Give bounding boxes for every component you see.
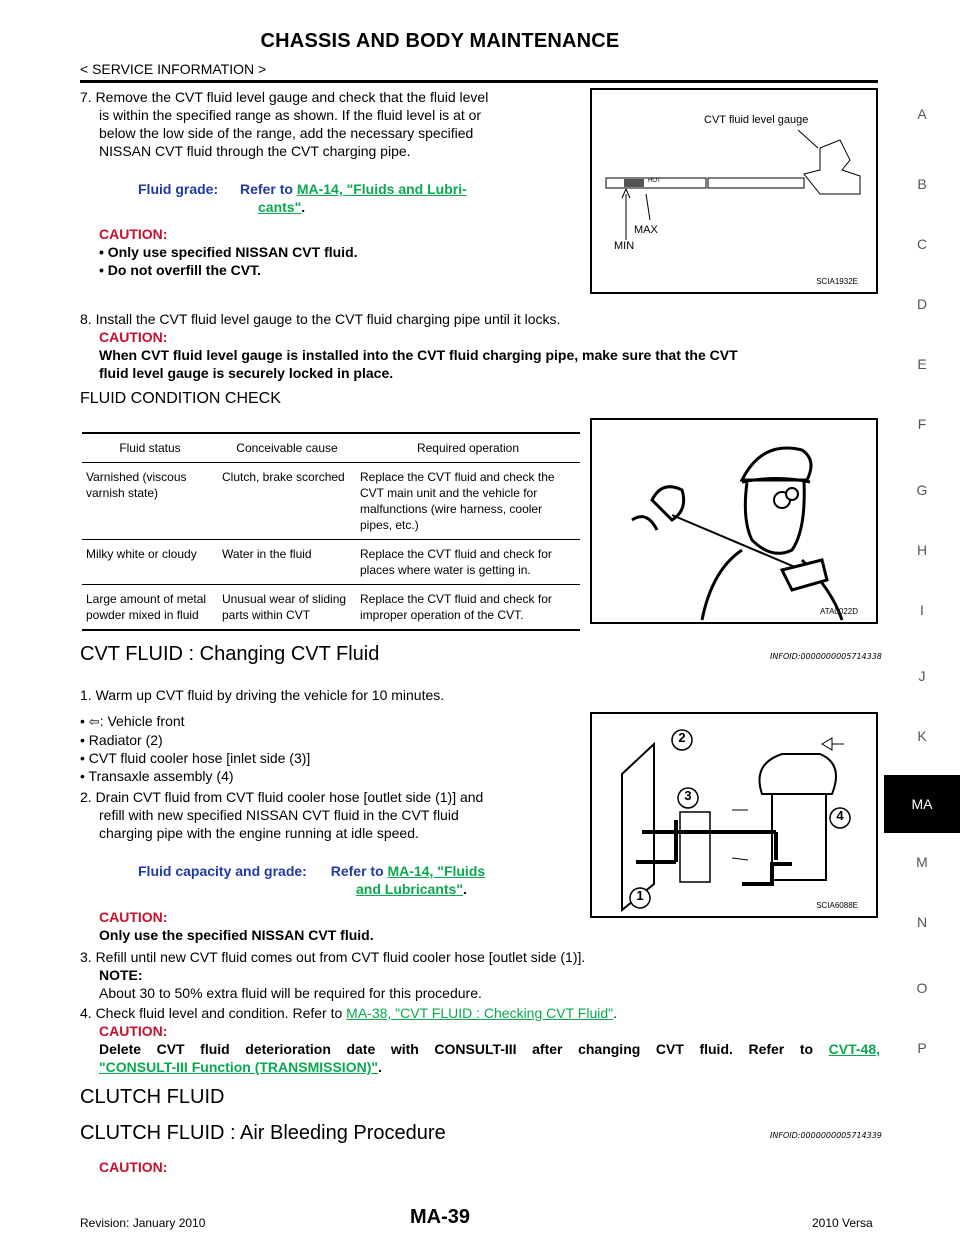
step-4-text: 4. Check fluid level and condition. Refer to: [80, 1005, 343, 1021]
fluid-condition-table: [82, 432, 580, 631]
page-number: MA-39: [409, 1206, 470, 1228]
figure-id: ATA0022D: [820, 607, 858, 616]
step-8-text: 8. Install the CVT fluid level gauge to the CVT fluid charging pipe until it locks.: [80, 311, 561, 327]
step-7-line: 7. Remove the CVT fluid level gauge and check that the fluid level: [80, 89, 489, 105]
index-letter-o[interactable]: O: [916, 980, 928, 996]
index-letter-d[interactable]: D: [916, 296, 928, 312]
caution-text: fluid level gauge is securely locked in place.: [99, 365, 394, 381]
index-letter-c[interactable]: C: [916, 236, 928, 252]
fluid-condition-heading: FLUID CONDITION CHECK: [80, 390, 281, 407]
index-letter-e[interactable]: E: [917, 356, 927, 372]
caution-text: When CVT fluid level gauge is installed into the CVT fluid charging pipe, make sure that the CVT: [99, 347, 738, 363]
step-4-period: .: [613, 1005, 617, 1021]
caution-label: CAUTION:: [99, 329, 168, 345]
figure-id: SCIA1932E: [816, 277, 858, 286]
legend-item: • ⇦: Vehicle front: [80, 713, 185, 729]
hot-label: HOT: [648, 178, 661, 184]
cause-cell: Clutch, brake scorched: [218, 463, 356, 540]
caution-label: CAUTION:: [99, 1159, 168, 1175]
max-label: MAX: [634, 224, 658, 236]
fluid-grade-label: Fluid grade:: [138, 181, 219, 197]
figure-technician-inspecting: [590, 418, 878, 624]
fluid-capacity-link-cont[interactable]: and Lubricants": [356, 881, 463, 897]
step-2-line: 2. Drain CVT fluid from CVT fluid cooler hose [outlet side (1)] and: [80, 789, 484, 805]
callout-number: 4: [836, 808, 844, 823]
step-2-line: charging pipe with the engine running at idle speed.: [99, 825, 419, 841]
caution-text: Only use the specified NISSAN CVT fluid.: [99, 927, 374, 943]
index-letter-k[interactable]: K: [917, 728, 927, 744]
fluid-capacity-period: .: [462, 881, 467, 897]
checking-cvt-fluid-link[interactable]: MA-38, "CVT FLUID : Checking CVT Fluid": [346, 1005, 614, 1021]
fluid-capacity-row: [138, 862, 578, 898]
step-3-text: 3. Refill until new CVT fluid comes out from CVT fluid cooler hose [outlet side (1)].: [80, 949, 586, 965]
cause-cell: Water in the fluid: [218, 540, 356, 585]
fluid-grade-refer: Refer to: [240, 181, 293, 197]
index-letter-p[interactable]: P: [917, 1040, 927, 1056]
index-letter-g[interactable]: G: [916, 482, 928, 498]
index-letter-b[interactable]: B: [917, 176, 927, 192]
index-tab-ma-active[interactable]: MA: [884, 775, 960, 833]
figure-cvt-fluid-cooler: [590, 712, 878, 918]
caution-text: Delete CVT fluid deterioration date with CONSULT-III after changing CVT fluid. Refer to: [99, 1041, 814, 1057]
index-letter-n[interactable]: N: [916, 914, 928, 930]
status-cell: Varnished (viscous varnish state): [82, 463, 218, 540]
step-7-line: below the low side of the range, add the necessary specified: [99, 125, 474, 141]
caution-period: .: [378, 1059, 382, 1075]
info-id: INFOID:0000000005714339: [770, 1131, 882, 1140]
footer-revision: Revision: January 2010: [80, 1216, 206, 1230]
gauge-label: CVT fluid level gauge: [704, 114, 809, 126]
arrow-left-icon: ⇦: [88, 714, 100, 729]
table-row: [82, 585, 580, 630]
page-title: CHASSIS AND BODY MAINTENANCE: [260, 30, 620, 52]
index-letter-a[interactable]: A: [917, 106, 927, 122]
technician-illustration: [592, 420, 876, 622]
step-4: [80, 1004, 880, 1076]
step-1: 1. Warm up CVT fluid by driving the vehicle for 10 minutes.: [80, 687, 445, 703]
step-7-line: is within the specified range as shown. If the fluid level is at or: [99, 107, 482, 123]
status-cell: Milky white or cloudy: [82, 540, 218, 585]
cvt-48-link[interactable]: CVT-48,: [828, 1041, 881, 1057]
step-7-line: NISSAN CVT fluid through the CVT charging pipe.: [99, 143, 411, 159]
caution-item: • Do not overfill the CVT.: [99, 261, 569, 279]
changing-cvt-fluid-heading: CVT FLUID : Changing CVT Fluid: [80, 643, 380, 665]
step-7-caution: [99, 225, 569, 279]
clutch-fluid-heading: CLUTCH FLUID: [80, 1086, 225, 1108]
index-letter-j[interactable]: J: [918, 668, 926, 684]
legend-item: • Radiator (2): [80, 731, 580, 749]
fluid-grade-link[interactable]: MA-14, "Fluids and Lubri-: [296, 181, 467, 197]
callout-number: 1: [636, 888, 644, 903]
consult-function-link[interactable]: "CONSULT-III Function (TRANSMISSION)": [99, 1059, 378, 1075]
step-2-caution: [99, 908, 579, 944]
callout-number: 3: [684, 788, 692, 803]
operation-cell: Replace the CVT fluid and check the CVT main unit and the vehicle for malfunctions (wire harness, cooler pipes, etc.): [356, 463, 580, 540]
note-text: About 30 to 50% extra fluid will be required for this procedure.: [99, 985, 482, 1001]
column-header: Fluid status: [82, 434, 218, 463]
fluid-capacity-refer: Refer to: [330, 863, 384, 879]
info-id: INFOID:0000000005714338: [770, 652, 882, 661]
header-rule: [80, 80, 878, 83]
index-letter-f[interactable]: F: [917, 416, 927, 432]
figure-cvt-fluid-level-gauge: [590, 88, 878, 294]
step-2-line: refill with new specified NISSAN CVT fluid in the CVT fluid: [99, 807, 459, 823]
index-letter-m[interactable]: M: [916, 854, 928, 870]
table-row: [82, 463, 580, 540]
note-label: NOTE:: [99, 967, 143, 983]
column-header: Conceivable cause: [218, 434, 356, 463]
caution-label: CAUTION:: [99, 226, 168, 242]
fluid-capacity-label: Fluid capacity and grade:: [138, 863, 307, 879]
fluid-grade-row: [138, 180, 578, 216]
step-3: [80, 948, 880, 1002]
caution-label: CAUTION:: [99, 1023, 168, 1039]
index-letter-h[interactable]: H: [916, 542, 928, 558]
legend-list: [80, 712, 580, 785]
step-2: [80, 788, 580, 842]
legend-vehicle-front: : Vehicle front: [99, 713, 185, 729]
legend-item: • CVT fluid cooler hose [inlet side (3)]: [80, 749, 580, 767]
cause-cell: Unusual wear of sliding parts within CVT: [222, 592, 347, 622]
status-cell: Large amount of metal powder mixed in fluid: [86, 592, 207, 622]
footer-model: 2010 Versa: [812, 1216, 873, 1230]
fluid-grade-period: .: [301, 199, 306, 215]
step-7: [80, 88, 580, 160]
operation-cell: Replace the CVT fluid and check for places where water is getting in.: [356, 540, 580, 585]
air-bleeding-heading: CLUTCH FLUID : Air Bleeding Procedure: [80, 1122, 446, 1144]
operation-cell: Replace the CVT fluid and check for improper operation of the CVT.: [360, 592, 552, 622]
step-8: [80, 310, 880, 382]
caution-item: • Only use specified NISSAN CVT fluid.: [99, 243, 569, 261]
legend-item: • Transaxle assembly (4): [80, 767, 580, 785]
fluid-grade-link-cont[interactable]: cants": [258, 199, 302, 215]
callout-number: 2: [678, 730, 686, 745]
section-subtitle: < SERVICE INFORMATION >: [80, 61, 267, 77]
index-letter-i[interactable]: I: [920, 602, 924, 618]
min-label: MIN: [614, 240, 635, 252]
caution-label: CAUTION:: [99, 909, 168, 925]
table-row: [82, 540, 580, 585]
figure-id: SCIA6088E: [816, 901, 858, 910]
fluid-capacity-link[interactable]: MA-14, "Fluids: [387, 863, 486, 879]
column-header: Required operation: [356, 434, 580, 463]
